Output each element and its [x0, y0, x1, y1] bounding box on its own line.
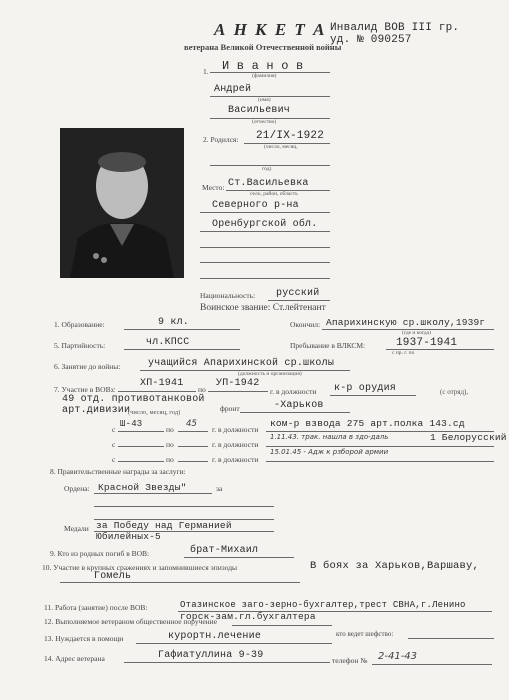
- address-value: Гафиатуллина 9-39: [158, 650, 264, 661]
- place-hint: село, район, область: [250, 191, 298, 197]
- p4-handwritten: 15.01.45 - Адж к рзборой армии: [270, 448, 389, 456]
- form-subtitle: ветерана Великой Отечественной войны: [184, 42, 342, 52]
- party-value: чл.КПСС: [146, 337, 190, 348]
- graduated-label: Окончил:: [290, 320, 321, 329]
- role1-mid: г. в должности: [270, 387, 317, 396]
- surname-value: И в а н о в: [222, 59, 304, 73]
- p3-front: 1 Белорусский: [430, 432, 507, 443]
- komsomol-label: Пребывание в ВЛКСМ:: [290, 341, 366, 350]
- battles-label: 10. Участие в крупных сражениях и запомнившиеся эпизоды: [42, 563, 238, 572]
- p2-from: с: [112, 425, 116, 434]
- work-label: 11. Работа (занятие) после ВОВ:: [44, 603, 148, 612]
- work-value: Отазинское заго-зерно-бухгалтер,трест СВНА,г.Ленино: [180, 600, 466, 610]
- p2-mid: г. в должности: [212, 425, 259, 434]
- public-duty-label: 12. Выполняемое ветераном общественное поручение: [44, 617, 218, 626]
- place-line-2: Северного р-на: [212, 200, 299, 211]
- p2-to: по: [166, 425, 174, 434]
- p4-to: по: [166, 455, 174, 464]
- front-value: -Харьков: [274, 400, 324, 411]
- patronymic-value: Васильевич: [228, 105, 291, 116]
- name-value: Андрей: [214, 84, 252, 95]
- occupation-value: учащийся Апарихинской ср.школы: [148, 358, 335, 369]
- q1-number: 1.: [203, 67, 209, 76]
- party-label: 5. Партийность:: [54, 341, 106, 350]
- vov-from: с: [112, 385, 116, 394]
- invalid-group: Инвалид ВОВ III гр.: [330, 22, 460, 34]
- vov-to-value: УП-1942: [216, 378, 260, 389]
- veteran-portrait-photo: [60, 128, 184, 278]
- p4-mid: г. в должности: [212, 455, 259, 464]
- order-za: за: [216, 484, 223, 493]
- relatives-label: 9. Кто из родных погиб в ВОВ:: [50, 549, 150, 558]
- p2-value: ком-р взвода 275 арт.полка 143.сд: [270, 418, 465, 429]
- birth-label: 2. Родился:: [203, 135, 239, 144]
- p2-from-value: Ш-43: [120, 419, 143, 429]
- p3-mid: г. в должности: [212, 440, 259, 449]
- surname-label: (фамилия): [252, 73, 277, 79]
- phone-value: 2-41-43: [378, 651, 418, 662]
- p3-handwritten: 1.11.43. трак. нашла в здо-даль: [270, 433, 389, 441]
- veteran-portrait-icon: [60, 128, 184, 278]
- place-line-3: Оренбургской обл.: [212, 219, 318, 230]
- occupation-label: 6. Занятие до войны:: [54, 362, 121, 371]
- battles-value-2: Гомель: [94, 571, 132, 582]
- public-duty-value: горск-зам.гл.бухгалтера: [180, 611, 316, 622]
- p3-from: с: [112, 440, 116, 449]
- patron-label: кто ведет шефство:: [336, 630, 394, 638]
- order-value: Красной Звезды": [98, 482, 187, 493]
- help-value: курортн.лечение: [168, 631, 262, 642]
- division-line: арт.дивизии: [62, 405, 131, 416]
- medals-label: Медали: [64, 524, 89, 533]
- name-label: (имя): [258, 97, 271, 103]
- orders-label: Ордена:: [64, 484, 90, 493]
- vov-to: по: [198, 385, 206, 394]
- help-label: 13. Нуждается в помощи: [44, 634, 124, 643]
- certificate-number: уд. № 090257: [330, 34, 412, 46]
- patronymic-label: (отчество): [252, 119, 277, 125]
- military-rank: Воинское звание: Ст.лейтенант: [200, 303, 326, 313]
- division-hint: (число, месяц, год): [128, 409, 181, 416]
- place-line-1: Ст.Васильевка: [228, 178, 309, 189]
- nationality-label: Национальность:: [200, 291, 256, 300]
- birth-date-value: 21/IX-1922: [256, 130, 325, 142]
- form-title: А Н К Е Т А: [214, 20, 327, 39]
- p2-to-value: 45: [186, 419, 197, 429]
- education-value: 9 кл.: [158, 317, 190, 328]
- p4-from: с: [112, 455, 116, 464]
- address-label: 14. Адрес ветерана: [44, 654, 105, 663]
- front-label: фронт: [220, 404, 240, 413]
- graduated-value: Апарихинскую ср.школу,1939г: [326, 317, 486, 328]
- komsomol-hint: с пр. г. по: [392, 350, 415, 356]
- medal-value-2: Юбилейных-5: [96, 531, 161, 542]
- nationality-value: русский: [276, 288, 320, 299]
- p3-to: по: [166, 440, 174, 449]
- phone-label: телефон №: [332, 656, 368, 665]
- medal-value-1: за Победу над Германией: [96, 520, 232, 531]
- unit-line: 49 отд. противотанковой: [62, 394, 205, 405]
- birth-date-hint: (число, месяц,: [264, 144, 298, 150]
- awards-label: 8. Правительственные награды за заслуги:: [50, 467, 186, 476]
- komsomol-value: 1937-1941: [396, 337, 458, 349]
- occupation-hint: (должность и организация): [238, 371, 302, 377]
- unit-hint: (с отряд),: [440, 388, 469, 396]
- relatives-value: брат-Михаил: [190, 545, 259, 556]
- birth-year-hint: год): [262, 166, 272, 172]
- place-label: Место:: [202, 183, 225, 192]
- battles-value-1: В боях за Харьков,Варшаву,: [310, 560, 480, 572]
- vov-label: 7. Участие в ВОВ:: [54, 385, 113, 394]
- vov-from-value: ХП-1941: [140, 378, 184, 389]
- education-label: 1. Образование:: [54, 320, 105, 329]
- graduated-hint: (где и когда): [402, 330, 431, 336]
- role1-value: к-р орудия: [334, 383, 397, 394]
